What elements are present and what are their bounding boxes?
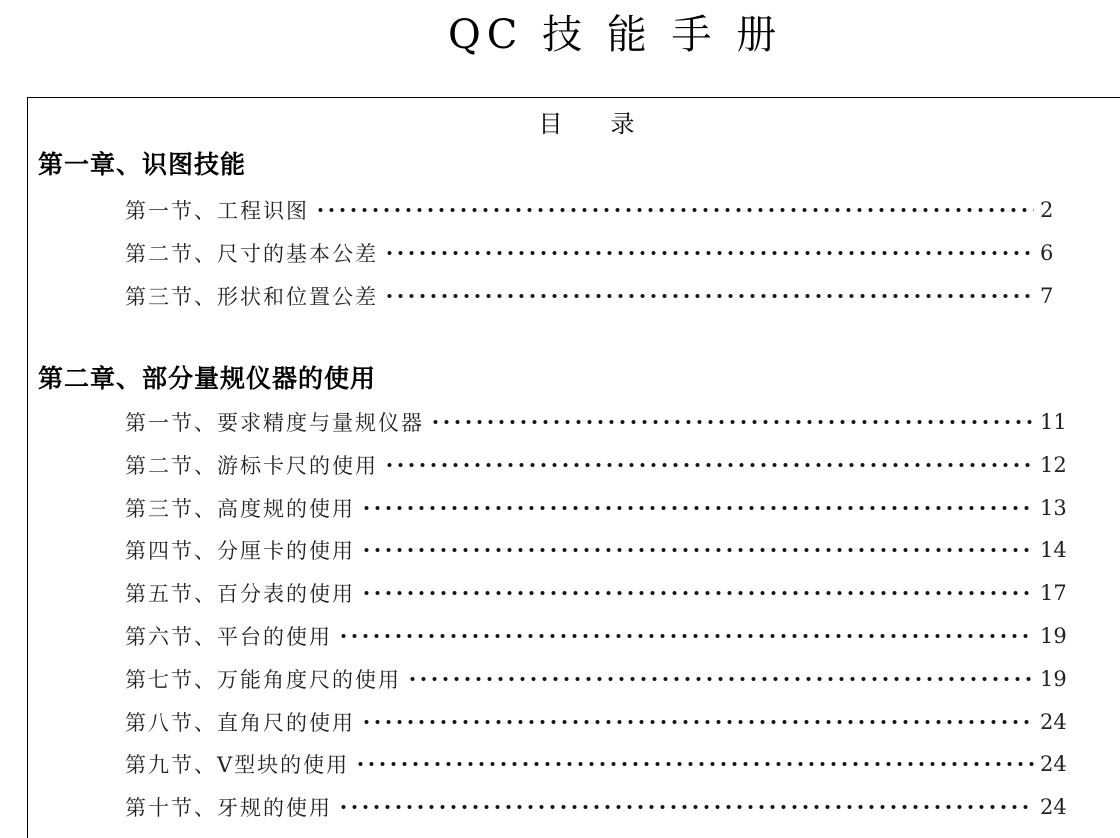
toc-entry-label: 第一节、要求精度与量规仪器 [125,410,424,435]
toc-entry-label: 第七节、万能角度尺的使用 [125,667,401,692]
dot-leader [407,673,1034,685]
toc-entry [125,275,1064,318]
toc-entry-label: 第三节、高度规的使用 [125,496,355,521]
toc-entry [125,401,1067,444]
chapter-title: 第一章、识图技能 [38,150,247,179]
toc-entry [125,743,1067,786]
dot-leader [361,716,1034,728]
toc-entry [125,486,1067,529]
toc-entry-label: 第四节、分厘卡的使用 [125,539,355,564]
toc-entry [125,700,1067,743]
toc-entry-page: 6 [1040,241,1054,265]
toc-entry-page: 24 [1040,752,1067,777]
toc-entry-page: 24 [1040,709,1067,734]
dot-leader [338,801,1034,813]
dot-leader [355,758,1034,770]
toc-entry-page: 12 [1040,452,1067,477]
toc-entry-label: 第二节、尺寸的基本公差 [125,242,378,266]
toc-entry-page: 19 [1040,623,1067,648]
dot-leader [315,204,1034,216]
dot-leader [361,502,1034,514]
toc-heading: 目 录 [538,110,635,138]
toc-entry [125,572,1067,615]
toc-entry [125,189,1064,232]
toc-entry-label: 第八节、直角尺的使用 [125,710,355,735]
toc-entry-label: 第五节、百分表的使用 [125,582,355,607]
chapter-title: 第二章、部分量规仪器的使用 [38,364,377,393]
chapter-sections [28,401,1120,829]
toc-entry [125,529,1067,572]
toc-entry [125,657,1067,700]
toc-entry-label: 第二节、游标卡尺的使用 [125,453,378,478]
toc-entry-label: 第十节、牙规的使用 [125,796,332,821]
toc-entry-label: 第九节、V型块的使用 [125,753,350,778]
toc-entry [125,232,1064,275]
toc-entry-label: 第三节、形状和位置公差 [125,285,378,309]
document-title: QC 技 能 手 册 [448,12,783,58]
toc-entry-label: 第六节、平台的使用 [125,624,332,649]
chapter-sections [28,189,1120,318]
toc-entry-page: 24 [1040,795,1067,820]
table-of-contents [27,97,1120,838]
dot-leader [361,544,1034,556]
dot-leader [338,630,1034,642]
toc-entry [125,615,1067,658]
dot-leader [384,459,1034,471]
toc-entry-page: 19 [1040,666,1067,691]
toc-entry-page: 14 [1040,538,1067,563]
toc-entry-page: 13 [1040,495,1067,520]
toc-entry-page: 11 [1040,409,1067,434]
dot-leader [361,587,1034,599]
toc-entry-page: 2 [1040,198,1054,222]
toc-entry-page: 17 [1040,581,1067,606]
toc-entry [125,786,1067,829]
toc-entry [125,443,1067,486]
dot-leader [384,290,1034,302]
dot-leader [384,247,1034,259]
toc-entry-page: 7 [1040,284,1054,308]
dot-leader [430,416,1034,428]
toc-entry-label: 第一节、工程识图 [125,199,309,223]
